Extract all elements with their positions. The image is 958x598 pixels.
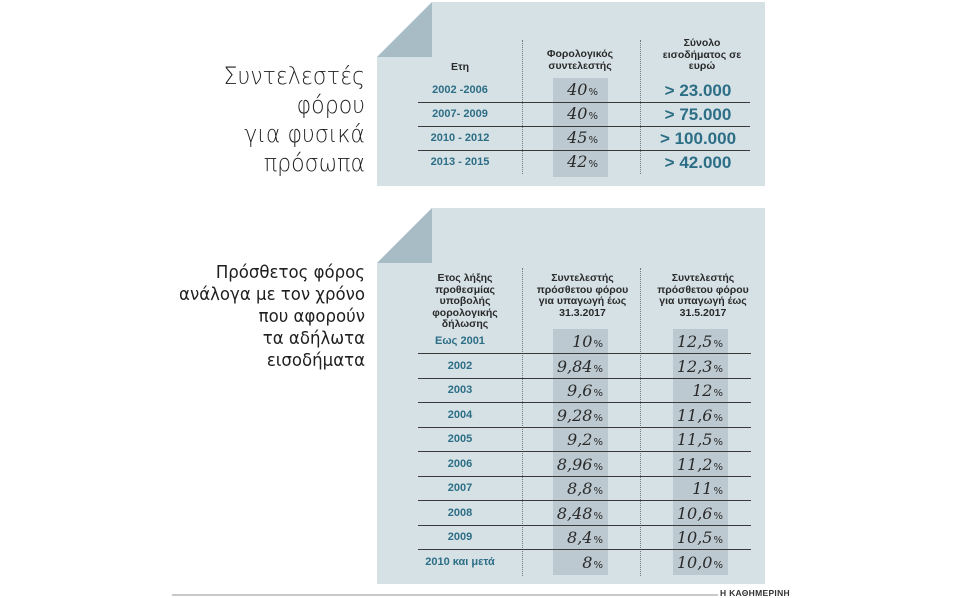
rate-value: 10,6: [676, 504, 713, 523]
table2-year-cell: 2004: [447, 409, 473, 421]
rate-value: 8,48: [556, 504, 593, 523]
rate-value: 12,3: [676, 357, 713, 376]
rate-value: 11,6: [676, 406, 713, 425]
table2-may-cell: [673, 479, 723, 498]
percent-sign: %: [593, 413, 603, 424]
row-divider: [418, 500, 751, 501]
percent-sign: %: [593, 437, 603, 448]
percent-sign: %: [593, 535, 603, 546]
rate-value: 11,2: [676, 455, 713, 474]
rate-value: 11,5: [676, 430, 713, 449]
rate-value: 9,6: [567, 381, 593, 400]
rate-value: 12: [692, 381, 713, 400]
table2-may-cell: [673, 455, 723, 474]
table2-year-cell: 2005: [447, 433, 473, 445]
table2-may-cell: [673, 332, 723, 351]
table1-rate-cell: [553, 104, 598, 123]
table1-rate-cell: [553, 128, 598, 147]
table2-march-cell: [553, 381, 603, 400]
table2-title-line: εισοδήματα: [266, 350, 365, 371]
table2-march-cell: [553, 406, 603, 425]
table1-income-cell: > 23.000: [664, 81, 732, 100]
rate-value: 9,28: [556, 406, 593, 425]
rate-value: 11: [692, 479, 713, 498]
percent-sign: %: [593, 388, 603, 399]
table1-rate-cell: [553, 152, 598, 171]
table1-income-cell: > 75.000: [664, 105, 732, 124]
row-divider: [418, 353, 751, 354]
table1-title-line: για φυσικά: [244, 120, 365, 148]
table2-year-cell: 2009: [447, 531, 473, 543]
table2-year-cell: 2002: [447, 360, 473, 372]
table2-title-line: ανάλογα με τον χρόνο: [179, 284, 365, 305]
row-divider: [418, 378, 751, 379]
rate-value: 8,96: [556, 455, 593, 474]
table2-may-cell: [673, 553, 723, 572]
table2-title-line: τα αδήλωτα: [262, 328, 365, 349]
table2-header-may: Συντελεστής πρόσθετου φόρου για υπαγωγή έως 31.5.2017: [657, 272, 749, 319]
table1-title: [186, 62, 365, 178]
table2-march-cell: [553, 528, 603, 547]
row-divider: [418, 451, 751, 452]
row-divider: [418, 402, 751, 403]
percent-sign: %: [588, 135, 598, 146]
table1-income-cell: > 100.000: [659, 129, 737, 148]
row-divider: [418, 126, 750, 127]
rate-value: 9,2: [567, 430, 593, 449]
rate-value: 45: [567, 128, 588, 147]
percent-sign: %: [588, 111, 598, 122]
table2-title-line: που αφορούν: [258, 306, 365, 327]
table2-may-cell: [673, 504, 723, 523]
percent-sign: %: [713, 462, 723, 473]
percent-sign: %: [713, 560, 723, 571]
rate-value: 10,5: [676, 528, 713, 547]
percent-sign: %: [713, 511, 723, 522]
table2-may-cell: [673, 357, 723, 376]
percent-sign: %: [588, 159, 598, 170]
table2-may-cell: [673, 430, 723, 449]
percent-sign: %: [593, 364, 603, 375]
rate-value: 40: [567, 80, 588, 99]
rate-value: 10,0: [676, 553, 713, 572]
percent-sign: %: [713, 535, 723, 546]
percent-sign: %: [593, 486, 603, 497]
table2-year-cell: 2007: [447, 482, 473, 494]
percent-sign: %: [593, 511, 603, 522]
rate-value: 8: [582, 553, 593, 572]
percent-sign: %: [593, 560, 603, 571]
table1-title-line: πρόσωπα: [263, 149, 365, 177]
table1-header-years: Ετη: [450, 61, 470, 73]
percent-sign: %: [713, 486, 723, 497]
table2-year-cell: 2010 και μετά: [425, 556, 495, 568]
table2-march-cell: [553, 455, 603, 474]
rate-value: 40: [567, 104, 588, 123]
percent-sign: %: [713, 339, 723, 350]
table2-march-cell: [553, 430, 603, 449]
percent-sign: %: [713, 413, 723, 424]
column-divider: [640, 40, 641, 174]
table2-march-cell: [553, 479, 603, 498]
column-divider: [640, 268, 641, 576]
page-fold-corner: [377, 2, 432, 57]
table1-years-cell: 2002 -2006: [432, 84, 488, 96]
table1-title-line: Συντελεστές: [223, 62, 365, 90]
table2-march-cell: [553, 553, 603, 572]
rate-value: 10: [572, 332, 593, 351]
table2-year-cell: 2006: [447, 458, 473, 470]
row-divider: [418, 150, 750, 151]
table1-title-line: φόρου: [296, 91, 365, 119]
table2-march-cell: [553, 332, 603, 351]
table2-may-cell: [673, 528, 723, 547]
rate-value: 12,5: [676, 332, 713, 351]
percent-sign: %: [713, 364, 723, 375]
table2-march-cell: [553, 504, 603, 523]
row-divider: [418, 427, 751, 428]
table1-years-cell: 2007- 2009: [432, 108, 488, 120]
table2-may-cell: [673, 406, 723, 425]
rate-value: 42: [567, 152, 588, 171]
table2-header-march: Συντελεστής πρόσθετου φόρου για υπαγωγή έως 31.3.2017: [536, 272, 629, 319]
table2-year-cell: 2008: [447, 507, 473, 519]
percent-sign: %: [593, 462, 603, 473]
table1-income-cell: > 42.000: [664, 153, 732, 172]
table2-year-cell: 2003: [447, 384, 473, 396]
percent-sign: %: [713, 388, 723, 399]
table2-header-year: Ετος λήξης προθεσμίας υποβολής φορολογικής δήλωσης: [432, 272, 498, 330]
row-divider: [418, 476, 751, 477]
table2-year-cell: Εως 2001: [435, 335, 485, 347]
page-fold-corner: [377, 208, 432, 263]
table1-years-cell: 2013 - 2015: [430, 156, 490, 168]
rate-value: 8,8: [567, 479, 593, 498]
column-divider: [522, 268, 523, 576]
table1-header-income: Σύνολο εισοδήματος σε ευρώ: [662, 37, 742, 72]
row-divider: [418, 525, 751, 526]
source-credit: Η ΚΑΘΗΜΕΡΙΝΗ: [720, 588, 790, 598]
footer-rule: [172, 594, 718, 596]
percent-sign: %: [593, 339, 603, 350]
rate-value: 9,84: [556, 357, 593, 376]
row-divider: [418, 549, 751, 550]
table1-header-rate: Φορολογικός συντελεστής: [546, 48, 614, 72]
column-divider: [522, 40, 523, 174]
table1-rate-cell: [553, 80, 598, 99]
percent-sign: %: [588, 87, 598, 98]
table2-may-cell: [673, 381, 723, 400]
row-divider: [418, 102, 750, 103]
table2-title-line: Πρόσθετος φόρος: [215, 262, 365, 283]
table2-march-cell: [553, 357, 603, 376]
table2-title: [140, 262, 365, 372]
rate-value: 8,4: [567, 528, 593, 547]
percent-sign: %: [713, 437, 723, 448]
table1-years-cell: 2010 - 2012: [430, 132, 490, 144]
